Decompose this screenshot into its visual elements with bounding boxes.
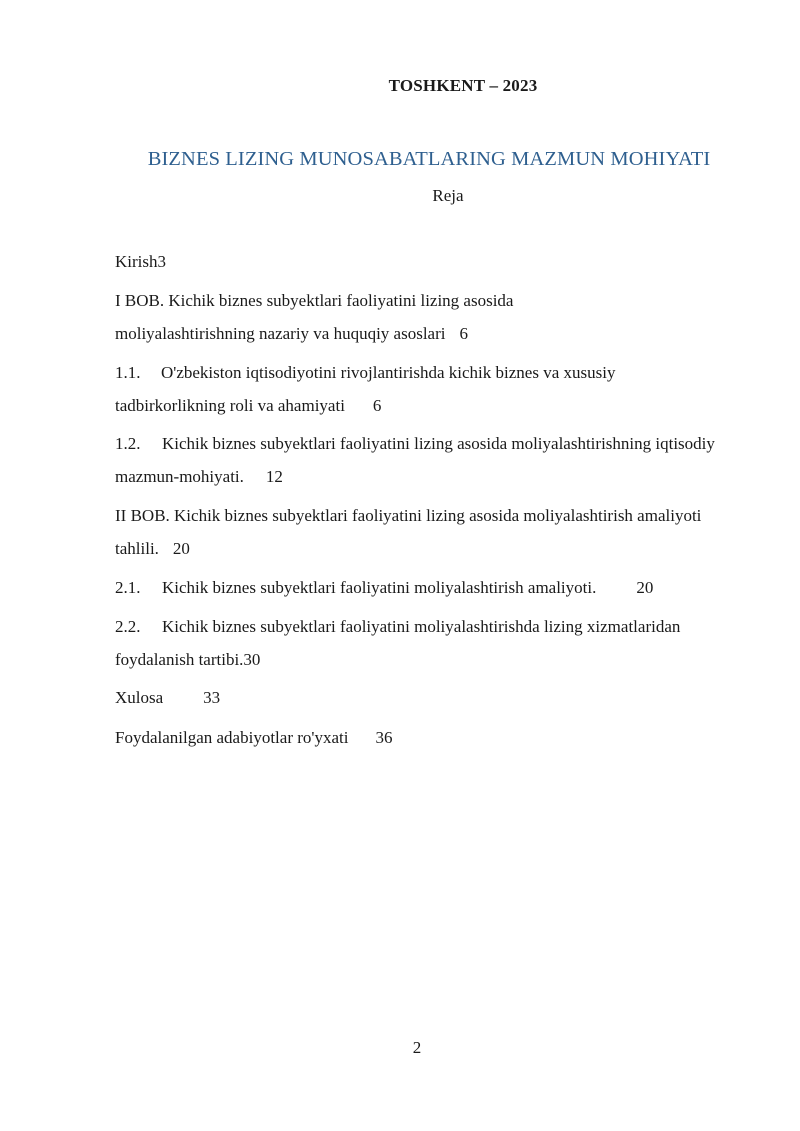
- toc-entry-page: 12: [265, 467, 283, 486]
- toc-entry-number: 2.1.: [115, 578, 141, 597]
- toc-entry-page: 33: [203, 688, 221, 707]
- toc-entry-section-1-1: [115, 356, 675, 422]
- toc-entry-number: 1.1.: [115, 363, 141, 382]
- toc-entry-page: 3: [157, 252, 166, 271]
- toc-entry-page: 6: [459, 324, 468, 343]
- toc-entry-text: I BOB. Kichik biznes subyektlari faoliyatini lizing asosida moliyalashtirishning nazariy va huquqiy asoslari: [115, 291, 514, 343]
- city-year-heading: TOSHKENT – 2023: [388, 76, 538, 95]
- toc-entry-chapter-1: [115, 284, 565, 350]
- toc-entry-text: II BOB. Kichik biznes subyektlari faoliyatini lizing asosida moliyalashtirish amaliyoti tahlili.: [115, 506, 702, 558]
- toc-entry-page: 30: [243, 650, 261, 669]
- toc-entry-conclusion: [115, 681, 755, 714]
- toc-entry-references: [115, 721, 755, 754]
- toc-entry-number: 1.2.: [115, 434, 141, 453]
- toc-entry-page: 20: [636, 578, 654, 597]
- toc-entry-text: Kichik biznes subyektlari faoliyatini lizing asosida moliyalashtirishning iqtisodiy mazmun-mohiyati.: [115, 434, 715, 486]
- toc-entry-section-2-2: [115, 610, 745, 676]
- page-number: 2: [412, 1038, 422, 1057]
- toc-entry-chapter-2: [115, 499, 705, 565]
- toc-entry-page: 36: [375, 728, 393, 747]
- toc-entry-text: Kirish: [115, 252, 158, 271]
- toc-entry-text: O'zbekiston iqtisodiyotini rivojlantirishda kichik biznes va xususiy tadbirkorlikning roli va ahamiyati: [115, 363, 616, 415]
- toc-entry-text: Kichik biznes subyektlari faoliyatini moliyalashtirish amaliyoti.: [162, 578, 597, 597]
- toc-entry-section-1-2: [115, 427, 715, 493]
- document-title: BIZNES LIZING MUNOSABATLARING MAZMUN MOHIYATI: [147, 148, 711, 170]
- toc-entry-page: 6: [372, 396, 382, 415]
- toc-entry-text: Foydalanilgan adabiyotlar ro'yxati: [115, 728, 349, 747]
- toc-entry-text: Kichik biznes subyektlari faoliyatini moliyalashtirishda lizing xizmatlaridan foydalanish tartibi.: [115, 617, 681, 669]
- toc-entry-number: 2.2.: [115, 617, 141, 636]
- plan-heading: Reja: [432, 186, 464, 205]
- toc-entry-page: 20: [172, 539, 190, 558]
- toc-entry-introduction: [115, 245, 755, 278]
- toc-entry-section-2-1: [115, 571, 755, 604]
- toc-entry-text: Xulosa: [115, 688, 164, 707]
